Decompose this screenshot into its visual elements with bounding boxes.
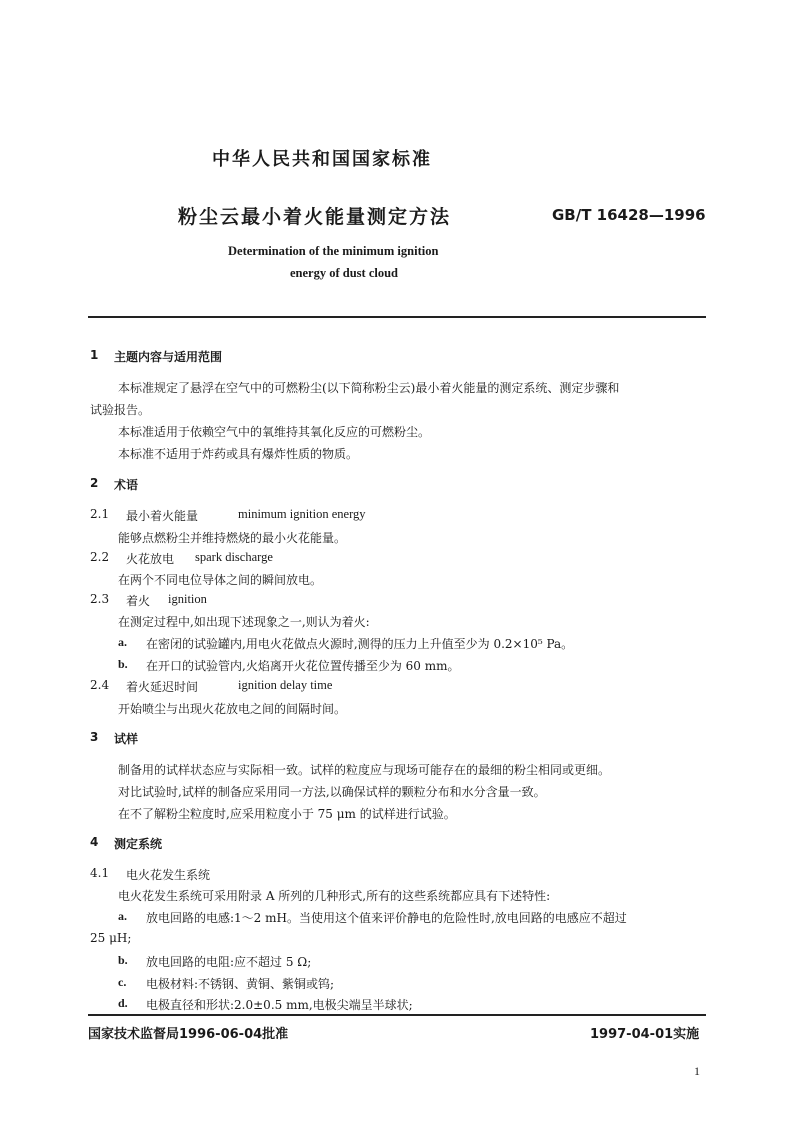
implementation-date: 1997-04-01实施 — [590, 1027, 700, 1042]
term-2-3-definition: 在测定过程中,如出现下述现象之一,则认为着火: — [118, 615, 370, 629]
section-3-heading: 试样 — [114, 732, 139, 746]
term-2-3-item-a: 在密闭的试验罐内,用电火花做点火源时,测得的压力上升值至少为 0.2×10⁵ Pa。 — [146, 637, 574, 651]
item-a-line-2: 25 μH; — [90, 931, 132, 945]
term-2-1-definition: 能够点燃粉尘并维持燃烧的最小火花能量。 — [118, 531, 347, 545]
document-title-cn: 粉尘云最小着火能量测定方法 — [178, 206, 452, 228]
term-2-1-number: 2.1 — [90, 507, 110, 521]
term-2-2-definition: 在两个不同电位导体之间的瞬间放电。 — [118, 573, 323, 587]
document-title-en-line1: Determination of the minimum ignition — [228, 244, 439, 258]
term-2-1-en: minimum ignition energy — [238, 507, 366, 521]
term-2-3-item-a-label: a. — [118, 635, 127, 649]
section-1-para-1a: 本标准规定了悬浮在空气中的可燃粉尘(以下简称粉尘云)最小着火能量的测定系统、测定步骤和 — [118, 381, 620, 395]
section-3-para-1: 制备用的试样状态应与实际相一致。试样的粒度应与现场可能存在的最细的粉尘相同或更细。 — [118, 763, 611, 777]
section-3-para-2: 对比试验时,试样的制备应采用同一方法,以确保试样的颗粒分布和水分含量一致。 — [118, 785, 546, 799]
item-c: 电极材料:不锈钢、黄铜、紫铜或钨; — [146, 977, 335, 991]
term-2-2-en: spark discharge — [195, 550, 273, 564]
term-2-4-en: ignition delay time — [238, 678, 333, 692]
item-b-label: b. — [118, 953, 128, 967]
section-3-number: 3 — [90, 730, 99, 744]
subsection-4-1-para: 电火花发生系统可采用附录 A 所列的几种形式,所有的这些系统都应具有下述特性: — [118, 889, 551, 903]
term-2-3-cn: 着火 — [126, 594, 151, 608]
term-2-3-item-b-label: b. — [118, 657, 128, 671]
section-1-para-3: 本标准不适用于炸药或具有爆炸性质的物质。 — [118, 447, 359, 461]
footer-divider — [88, 1014, 706, 1016]
section-4-number: 4 — [90, 835, 99, 849]
item-c-label: c. — [118, 975, 127, 989]
item-a-line-1: 放电回路的电感:1～2 mH。当使用这个值来评价静电的危险性时,放电回路的电感应不超过 — [146, 911, 627, 925]
item-d-label: d. — [118, 996, 128, 1010]
country-standard-title: 中华人民共和国国家标准 — [212, 149, 432, 170]
subsection-4-1-number: 4.1 — [90, 866, 110, 880]
approval-date: 国家技术监督局1996-06-04批准 — [88, 1027, 289, 1042]
item-b: 放电回路的电阻:应不超过 5 Ω; — [146, 955, 312, 969]
term-2-3-item-b: 在开口的试验管内,火焰离开火花位置传播至少为 60 mm。 — [146, 659, 460, 673]
section-1-para-1b: 试验报告。 — [90, 403, 151, 417]
term-2-4-number: 2.4 — [90, 678, 110, 692]
header-divider — [88, 316, 706, 318]
section-2-heading: 术语 — [114, 478, 139, 492]
term-2-2-cn: 火花放电 — [126, 552, 175, 566]
term-2-4-cn: 着火延迟时间 — [126, 680, 199, 694]
term-2-2-number: 2.2 — [90, 550, 110, 564]
standard-number: GB/T 16428—1996 — [552, 206, 706, 224]
section-4-heading: 测定系统 — [114, 837, 163, 851]
document-title-en-line2: energy of dust cloud — [290, 266, 398, 280]
item-a-label: a. — [118, 909, 127, 923]
term-2-4-definition: 开始喷尘与出现火花放电之间的间隔时间。 — [118, 702, 347, 716]
term-2-3-en: ignition — [168, 592, 207, 606]
section-1-heading: 主题内容与适用范围 — [114, 350, 223, 364]
section-3-para-3: 在不了解粉尘粒度时,应采用粒度小于 75 μm 的试样进行试验。 — [118, 807, 456, 821]
section-2-number: 2 — [90, 476, 99, 490]
item-d: 电极直径和形状:2.0±0.5 mm,电极尖端呈半球状; — [146, 998, 413, 1012]
page-number: 1 — [694, 1064, 700, 1078]
section-1-para-2: 本标准适用于依赖空气中的氧维持其氧化反应的可燃粉尘。 — [118, 425, 431, 439]
section-1-number: 1 — [90, 348, 99, 362]
term-2-1-cn: 最小着火能量 — [126, 509, 199, 523]
term-2-3-number: 2.3 — [90, 592, 110, 606]
subsection-4-1-heading: 电火花发生系统 — [126, 868, 211, 882]
